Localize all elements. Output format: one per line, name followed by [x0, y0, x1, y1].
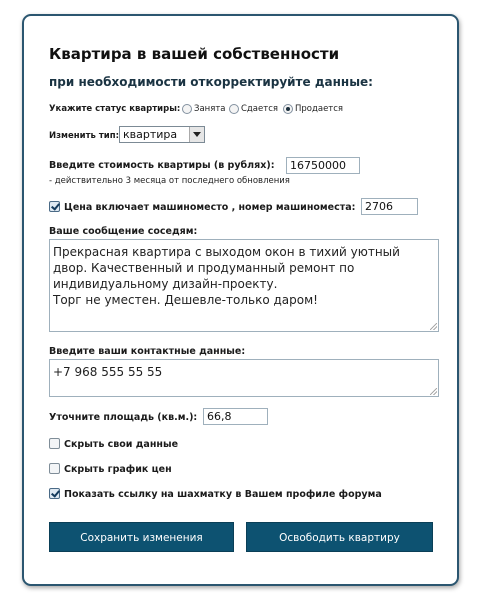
status-radio-occupied[interactable]	[182, 104, 192, 114]
resize-grip-icon[interactable]	[430, 388, 437, 395]
status-option-occupied: Занята	[194, 104, 226, 114]
price-note: - действительно 3 месяца от последнего обновления	[49, 176, 290, 186]
show-chess-link-checkbox[interactable]	[49, 488, 60, 499]
hide-price-chart-label: Скрыть график цен	[64, 464, 172, 475]
price-input[interactable]	[286, 157, 360, 174]
resize-grip-icon[interactable]	[430, 323, 437, 330]
hide-data-checkbox[interactable]	[49, 438, 60, 449]
show-chess-link-label: Показать ссылку на шахматку в Вашем профиле форума	[64, 489, 382, 500]
area-label: Уточните площадь (кв.м.):	[49, 412, 198, 423]
contacts-label: Введите ваши контактные данные:	[49, 346, 246, 357]
status-option-sale: Продается	[295, 104, 344, 114]
type-label: Изменить тип:	[49, 131, 120, 141]
release-apartment-button[interactable]: Освободить квартиру	[246, 522, 433, 552]
chevron-down-icon	[189, 127, 204, 142]
status-radio-rent[interactable]	[229, 104, 239, 114]
hide-price-chart-checkbox[interactable]	[49, 463, 60, 474]
status-option-rent: Сдается	[241, 104, 278, 114]
status-radio-sale[interactable]	[283, 104, 293, 114]
area-input[interactable]	[203, 408, 268, 425]
form-title: Квартира в вашей собственности	[49, 45, 340, 63]
form-subtitle: при необходимости откорректируйте данные:	[49, 75, 373, 89]
message-label: Ваше сообщение соседям:	[49, 226, 198, 237]
parking-checkbox[interactable]	[49, 201, 60, 212]
status-label: Укажите статус квартиры:	[49, 104, 181, 114]
contacts-textarea[interactable]	[49, 359, 439, 397]
parking-label: Цена включает машиноместо , номер машиноместа:	[64, 202, 356, 213]
parking-number-input[interactable]	[361, 198, 418, 215]
apartment-form-panel	[22, 14, 459, 586]
hide-data-label: Скрыть свои данные	[64, 439, 179, 450]
type-select[interactable]	[119, 126, 205, 143]
type-select-value: квартира	[123, 128, 178, 141]
message-textarea[interactable]	[49, 239, 439, 332]
save-changes-button[interactable]: Сохранить изменения	[49, 522, 234, 552]
price-label: Введите стоимость квартиры (в рублях):	[49, 160, 275, 171]
